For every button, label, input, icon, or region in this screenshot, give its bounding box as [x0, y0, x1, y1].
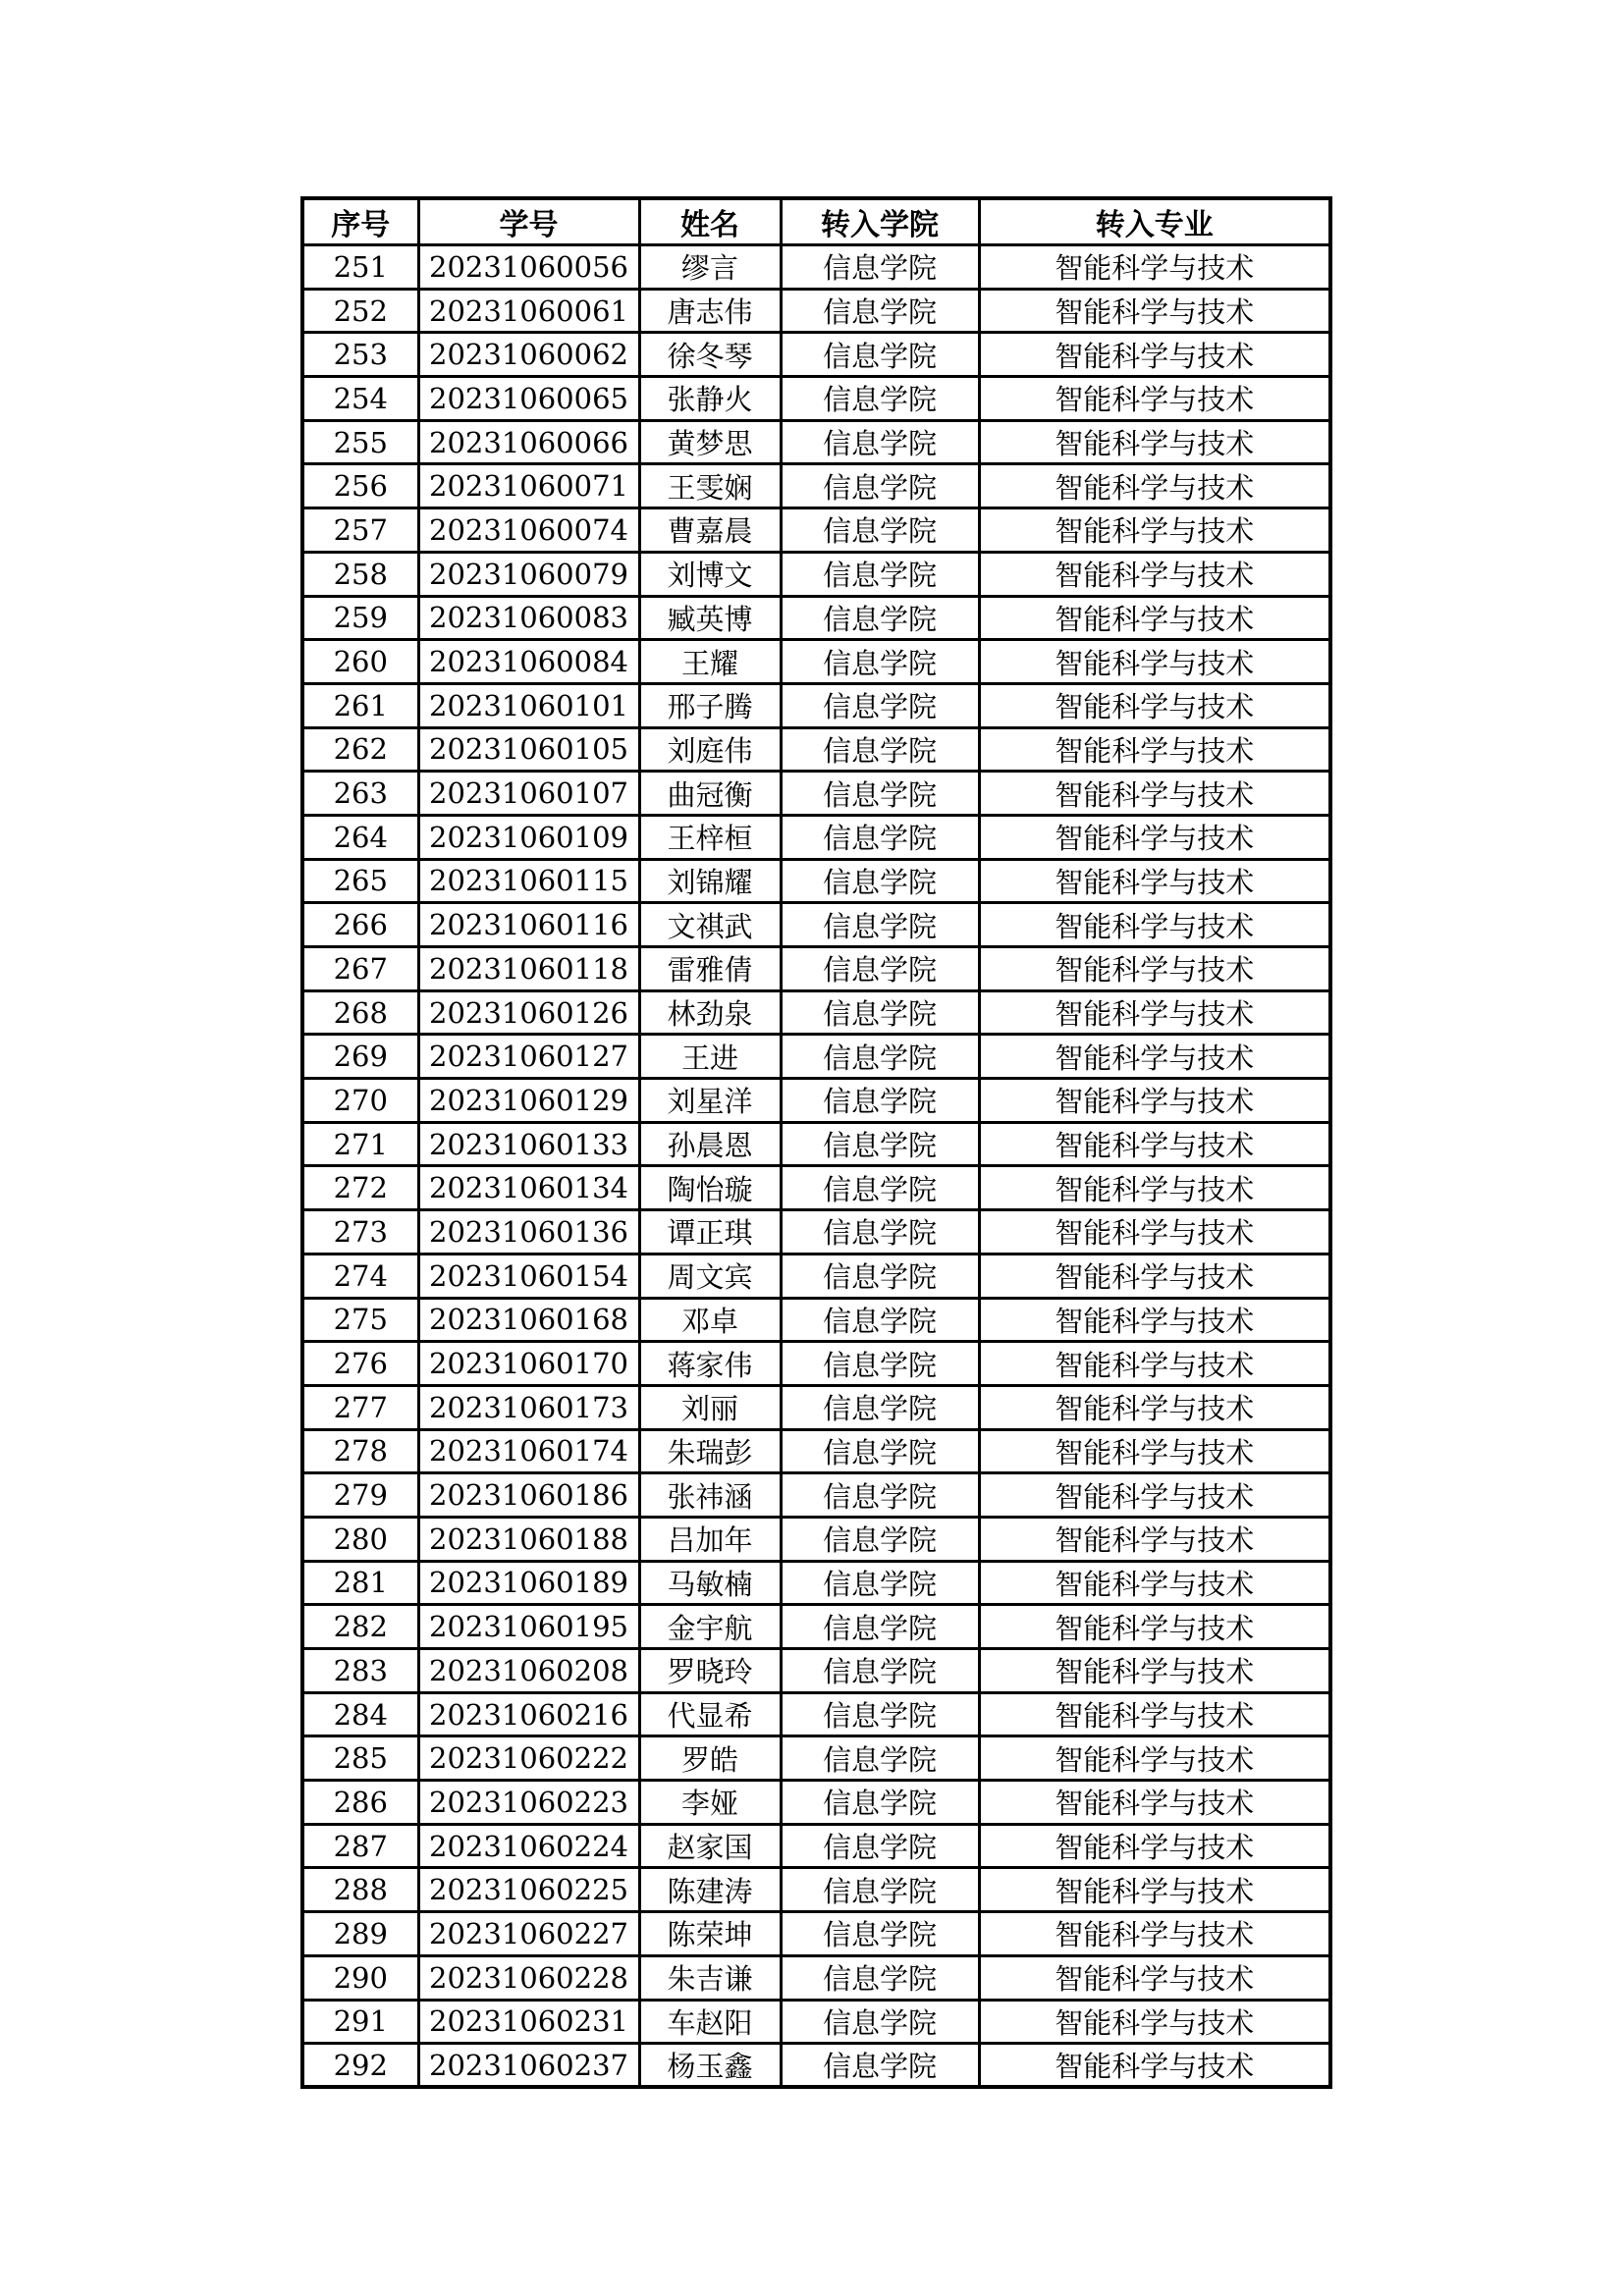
cell-student-id: 20231060168 [418, 1298, 639, 1342]
cell-transfer-college: 信息学院 [781, 1649, 979, 1693]
cell-transfer-major: 智能科学与技术 [979, 1473, 1330, 1518]
cell-transfer-major: 智能科学与技术 [979, 245, 1330, 290]
cell-transfer-college: 信息学院 [781, 2044, 979, 2088]
cell-name: 陶怡璇 [639, 1166, 781, 1210]
cell-transfer-college: 信息学院 [781, 683, 979, 727]
cell-student-id: 20231060225 [418, 1868, 639, 1912]
cell-serial-number: 273 [302, 1210, 418, 1255]
cell-student-id: 20231060216 [418, 1692, 639, 1736]
cell-serial-number: 274 [302, 1254, 418, 1298]
cell-name: 刘锦耀 [639, 859, 781, 903]
cell-serial-number: 286 [302, 1781, 418, 1825]
cell-serial-number: 289 [302, 1912, 418, 1956]
table-row [302, 1955, 1330, 2000]
cell-student-id: 20231060237 [418, 2044, 639, 2088]
student-transfer-table [300, 196, 1332, 2089]
header-name: 姓名 [639, 198, 781, 245]
cell-name: 王进 [639, 1035, 781, 1079]
cell-name: 刘博文 [639, 552, 781, 596]
cell-student-id: 20231060127 [418, 1035, 639, 1079]
cell-transfer-college: 信息学院 [781, 1254, 979, 1298]
cell-name: 陈荣坤 [639, 1912, 781, 1956]
table-header [302, 198, 1330, 245]
cell-transfer-college: 信息学院 [781, 727, 979, 772]
cell-name: 罗皓 [639, 1736, 781, 1781]
cell-student-id: 20231060084 [418, 640, 639, 684]
cell-name: 唐志伟 [639, 289, 781, 333]
cell-transfer-major: 智能科学与技术 [979, 727, 1330, 772]
cell-serial-number: 283 [302, 1649, 418, 1693]
cell-serial-number: 288 [302, 1868, 418, 1912]
cell-serial-number: 267 [302, 947, 418, 991]
cell-student-id: 20231060186 [418, 1473, 639, 1518]
table-row [302, 1692, 1330, 1736]
cell-transfer-college: 信息学院 [781, 289, 979, 333]
cell-name: 张祎涵 [639, 1473, 781, 1518]
cell-name: 邓卓 [639, 1298, 781, 1342]
cell-transfer-major: 智能科学与技术 [979, 1912, 1330, 1956]
cell-student-id: 20231060208 [418, 1649, 639, 1693]
table-row [302, 815, 1330, 859]
cell-serial-number: 261 [302, 683, 418, 727]
cell-name: 缪言 [639, 245, 781, 290]
table-row [302, 772, 1330, 816]
cell-transfer-college: 信息学院 [781, 1692, 979, 1736]
cell-transfer-college: 信息学院 [781, 1122, 979, 1166]
table-row [302, 289, 1330, 333]
cell-student-id: 20231060133 [418, 1122, 639, 1166]
cell-name: 林劲泉 [639, 990, 781, 1035]
cell-student-id: 20231060115 [418, 859, 639, 903]
cell-transfer-major: 智能科学与技术 [979, 1692, 1330, 1736]
cell-transfer-college: 信息学院 [781, 1210, 979, 1255]
cell-transfer-college: 信息学院 [781, 420, 979, 464]
table-row [302, 1210, 1330, 1255]
table-row [302, 1736, 1330, 1781]
cell-transfer-major: 智能科学与技术 [979, 1868, 1330, 1912]
table-row [302, 377, 1330, 421]
cell-transfer-college: 信息学院 [781, 859, 979, 903]
cell-transfer-major: 智能科学与技术 [979, 772, 1330, 816]
cell-name: 车赵阳 [639, 2000, 781, 2044]
cell-name: 王梓桓 [639, 815, 781, 859]
cell-serial-number: 271 [302, 1122, 418, 1166]
cell-transfer-major: 智能科学与技术 [979, 1561, 1330, 1605]
cell-transfer-major: 智能科学与技术 [979, 508, 1330, 553]
table-row [302, 1298, 1330, 1342]
table-row [302, 903, 1330, 947]
cell-serial-number: 277 [302, 1385, 418, 1429]
cell-transfer-major: 智能科学与技术 [979, 420, 1330, 464]
cell-transfer-major: 智能科学与技术 [979, 947, 1330, 991]
table-row [302, 1868, 1330, 1912]
cell-name: 朱吉谦 [639, 1955, 781, 2000]
table-row [302, 596, 1330, 640]
cell-transfer-major: 智能科学与技术 [979, 1955, 1330, 2000]
cell-transfer-college: 信息学院 [781, 508, 979, 553]
table-row [302, 1342, 1330, 1386]
cell-name: 曹嘉晨 [639, 508, 781, 553]
cell-serial-number: 259 [302, 596, 418, 640]
cell-serial-number: 276 [302, 1342, 418, 1386]
cell-name: 王耀 [639, 640, 781, 684]
table-row [302, 1912, 1330, 1956]
cell-student-id: 20231060222 [418, 1736, 639, 1781]
cell-name: 罗晓玲 [639, 1649, 781, 1693]
cell-transfer-college: 信息学院 [781, 1385, 979, 1429]
cell-name: 张静火 [639, 377, 781, 421]
cell-transfer-college: 信息学院 [781, 1517, 979, 1561]
cell-transfer-major: 智能科学与技术 [979, 815, 1330, 859]
cell-serial-number: 281 [302, 1561, 418, 1605]
cell-serial-number: 287 [302, 1824, 418, 1868]
cell-transfer-college: 信息学院 [781, 1342, 979, 1386]
cell-transfer-college: 信息学院 [781, 1824, 979, 1868]
table-row [302, 727, 1330, 772]
table-row [302, 1079, 1330, 1123]
header-serial-number: 序号 [302, 198, 418, 245]
table-row [302, 1517, 1330, 1561]
cell-name: 蒋家伟 [639, 1342, 781, 1386]
cell-name: 黄梦思 [639, 420, 781, 464]
cell-transfer-college: 信息学院 [781, 245, 979, 290]
table-row [302, 1429, 1330, 1473]
table-row [302, 508, 1330, 553]
header-transfer-college: 转入学院 [781, 198, 979, 245]
cell-student-id: 20231060083 [418, 596, 639, 640]
table-row [302, 1035, 1330, 1079]
cell-student-id: 20231060071 [418, 464, 639, 508]
cell-serial-number: 258 [302, 552, 418, 596]
cell-transfer-college: 信息学院 [781, 552, 979, 596]
cell-transfer-major: 智能科学与技术 [979, 1649, 1330, 1693]
cell-transfer-college: 信息学院 [781, 377, 979, 421]
cell-transfer-college: 信息学院 [781, 1561, 979, 1605]
cell-transfer-college: 信息学院 [781, 1473, 979, 1518]
cell-transfer-major: 智能科学与技术 [979, 1166, 1330, 1210]
cell-serial-number: 278 [302, 1429, 418, 1473]
table-row [302, 2000, 1330, 2044]
table-row [302, 859, 1330, 903]
cell-student-id: 20231060116 [418, 903, 639, 947]
cell-transfer-major: 智能科学与技术 [979, 1298, 1330, 1342]
cell-serial-number: 270 [302, 1079, 418, 1123]
cell-name: 刘星洋 [639, 1079, 781, 1123]
cell-name: 马敏楠 [639, 1561, 781, 1605]
cell-serial-number: 280 [302, 1517, 418, 1561]
cell-name: 刘庭伟 [639, 727, 781, 772]
cell-student-id: 20231060189 [418, 1561, 639, 1605]
table-row [302, 1561, 1330, 1605]
cell-serial-number: 266 [302, 903, 418, 947]
cell-student-id: 20231060079 [418, 552, 639, 596]
cell-serial-number: 263 [302, 772, 418, 816]
cell-student-id: 20231060074 [418, 508, 639, 553]
table-row [302, 1385, 1330, 1429]
cell-serial-number: 252 [302, 289, 418, 333]
cell-student-id: 20231060195 [418, 1605, 639, 1649]
cell-transfer-college: 信息学院 [781, 2000, 979, 2044]
cell-serial-number: 291 [302, 2000, 418, 2044]
cell-transfer-major: 智能科学与技术 [979, 464, 1330, 508]
cell-transfer-college: 信息学院 [781, 596, 979, 640]
cell-transfer-major: 智能科学与技术 [979, 990, 1330, 1035]
cell-student-id: 20231060129 [418, 1079, 639, 1123]
table-row [302, 333, 1330, 377]
table-row [302, 683, 1330, 727]
cell-transfer-college: 信息学院 [781, 1955, 979, 2000]
cell-transfer-major: 智能科学与技术 [979, 377, 1330, 421]
cell-serial-number: 265 [302, 859, 418, 903]
cell-serial-number: 251 [302, 245, 418, 290]
cell-transfer-major: 智能科学与技术 [979, 596, 1330, 640]
cell-transfer-major: 智能科学与技术 [979, 1385, 1330, 1429]
cell-name: 臧英博 [639, 596, 781, 640]
cell-transfer-college: 信息学院 [781, 1781, 979, 1825]
cell-transfer-college: 信息学院 [781, 1912, 979, 1956]
cell-transfer-major: 智能科学与技术 [979, 1517, 1330, 1561]
cell-student-id: 20231060227 [418, 1912, 639, 1956]
header-transfer-major: 转入专业 [979, 198, 1330, 245]
cell-student-id: 20231060101 [418, 683, 639, 727]
cell-transfer-major: 智能科学与技术 [979, 1736, 1330, 1781]
cell-student-id: 20231060105 [418, 727, 639, 772]
cell-transfer-major: 智能科学与技术 [979, 1254, 1330, 1298]
cell-serial-number: 290 [302, 1955, 418, 2000]
cell-student-id: 20231060224 [418, 1824, 639, 1868]
cell-student-id: 20231060126 [418, 990, 639, 1035]
cell-transfer-major: 智能科学与技术 [979, 859, 1330, 903]
cell-name: 吕加年 [639, 1517, 781, 1561]
cell-transfer-college: 信息学院 [781, 1298, 979, 1342]
cell-transfer-college: 信息学院 [781, 990, 979, 1035]
cell-serial-number: 254 [302, 377, 418, 421]
cell-name: 代显希 [639, 1692, 781, 1736]
cell-student-id: 20231060231 [418, 2000, 639, 2044]
cell-transfer-college: 信息学院 [781, 772, 979, 816]
table-row [302, 552, 1330, 596]
cell-name: 雷雅倩 [639, 947, 781, 991]
cell-student-id: 20231060170 [418, 1342, 639, 1386]
cell-name: 刘丽 [639, 1385, 781, 1429]
table-row [302, 1122, 1330, 1166]
cell-serial-number: 257 [302, 508, 418, 553]
cell-student-id: 20231060062 [418, 333, 639, 377]
cell-transfer-major: 智能科学与技术 [979, 1079, 1330, 1123]
cell-serial-number: 292 [302, 2044, 418, 2088]
cell-name: 赵家国 [639, 1824, 781, 1868]
cell-transfer-college: 信息学院 [781, 1429, 979, 1473]
table-row [302, 1649, 1330, 1693]
table-row [302, 464, 1330, 508]
cell-student-id: 20231060056 [418, 245, 639, 290]
cell-student-id: 20231060136 [418, 1210, 639, 1255]
cell-transfer-college: 信息学院 [781, 464, 979, 508]
cell-name: 李娅 [639, 1781, 781, 1825]
cell-name: 周文宾 [639, 1254, 781, 1298]
cell-name: 邢子腾 [639, 683, 781, 727]
cell-student-id: 20231060228 [418, 1955, 639, 2000]
table-row [302, 1781, 1330, 1825]
cell-student-id: 20231060109 [418, 815, 639, 859]
cell-serial-number: 279 [302, 1473, 418, 1518]
cell-serial-number: 260 [302, 640, 418, 684]
cell-name: 王雯娴 [639, 464, 781, 508]
cell-transfer-major: 智能科学与技术 [979, 289, 1330, 333]
cell-transfer-college: 信息学院 [781, 947, 979, 991]
cell-transfer-major: 智能科学与技术 [979, 2000, 1330, 2044]
table-body [302, 245, 1330, 2088]
cell-name: 谭正琪 [639, 1210, 781, 1255]
cell-name: 文祺武 [639, 903, 781, 947]
cell-serial-number: 275 [302, 1298, 418, 1342]
cell-serial-number: 262 [302, 727, 418, 772]
cell-student-id: 20231060134 [418, 1166, 639, 1210]
header-row [302, 198, 1330, 245]
table-row [302, 245, 1330, 290]
cell-name: 金宇航 [639, 1605, 781, 1649]
cell-name: 陈建涛 [639, 1868, 781, 1912]
table-row [302, 1254, 1330, 1298]
cell-transfer-major: 智能科学与技术 [979, 903, 1330, 947]
cell-transfer-major: 智能科学与技术 [979, 333, 1330, 377]
cell-student-id: 20231060107 [418, 772, 639, 816]
cell-name: 孙晨恩 [639, 1122, 781, 1166]
cell-transfer-major: 智能科学与技术 [979, 1429, 1330, 1473]
cell-name: 曲冠衡 [639, 772, 781, 816]
cell-serial-number: 282 [302, 1605, 418, 1649]
cell-serial-number: 284 [302, 1692, 418, 1736]
cell-serial-number: 272 [302, 1166, 418, 1210]
table-row [302, 947, 1330, 991]
cell-transfer-major: 智能科学与技术 [979, 1824, 1330, 1868]
cell-transfer-major: 智能科学与技术 [979, 1035, 1330, 1079]
cell-transfer-major: 智能科学与技术 [979, 1342, 1330, 1386]
cell-transfer-major: 智能科学与技术 [979, 1781, 1330, 1825]
cell-student-id: 20231060065 [418, 377, 639, 421]
cell-serial-number: 285 [302, 1736, 418, 1781]
cell-student-id: 20231060061 [418, 289, 639, 333]
header-student-id: 学号 [418, 198, 639, 245]
cell-student-id: 20231060118 [418, 947, 639, 991]
cell-transfer-college: 信息学院 [781, 640, 979, 684]
table-row [302, 420, 1330, 464]
cell-serial-number: 255 [302, 420, 418, 464]
cell-transfer-major: 智能科学与技术 [979, 1210, 1330, 1255]
table-row [302, 1473, 1330, 1518]
cell-transfer-college: 信息学院 [781, 815, 979, 859]
cell-transfer-college: 信息学院 [781, 1166, 979, 1210]
cell-student-id: 20231060188 [418, 1517, 639, 1561]
cell-transfer-major: 智能科学与技术 [979, 1122, 1330, 1166]
cell-serial-number: 269 [302, 1035, 418, 1079]
cell-student-id: 20231060066 [418, 420, 639, 464]
cell-transfer-college: 信息学院 [781, 1605, 979, 1649]
cell-transfer-major: 智能科学与技术 [979, 1605, 1330, 1649]
cell-student-id: 20231060223 [418, 1781, 639, 1825]
table-row [302, 1166, 1330, 1210]
cell-serial-number: 256 [302, 464, 418, 508]
cell-name: 朱瑞彭 [639, 1429, 781, 1473]
cell-transfer-major: 智能科学与技术 [979, 683, 1330, 727]
table-row [302, 990, 1330, 1035]
table-row [302, 2044, 1330, 2088]
cell-name: 杨玉鑫 [639, 2044, 781, 2088]
cell-name: 徐冬琴 [639, 333, 781, 377]
table-row [302, 640, 1330, 684]
cell-student-id: 20231060174 [418, 1429, 639, 1473]
cell-transfer-college: 信息学院 [781, 1079, 979, 1123]
cell-transfer-college: 信息学院 [781, 1736, 979, 1781]
cell-student-id: 20231060154 [418, 1254, 639, 1298]
cell-transfer-college: 信息学院 [781, 1035, 979, 1079]
cell-transfer-major: 智能科学与技术 [979, 640, 1330, 684]
table-row [302, 1605, 1330, 1649]
cell-transfer-major: 智能科学与技术 [979, 552, 1330, 596]
cell-transfer-college: 信息学院 [781, 333, 979, 377]
cell-student-id: 20231060173 [418, 1385, 639, 1429]
cell-serial-number: 268 [302, 990, 418, 1035]
cell-transfer-college: 信息学院 [781, 903, 979, 947]
cell-transfer-college: 信息学院 [781, 1868, 979, 1912]
cell-serial-number: 253 [302, 333, 418, 377]
cell-serial-number: 264 [302, 815, 418, 859]
cell-transfer-major: 智能科学与技术 [979, 2044, 1330, 2088]
table-row [302, 1824, 1330, 1868]
